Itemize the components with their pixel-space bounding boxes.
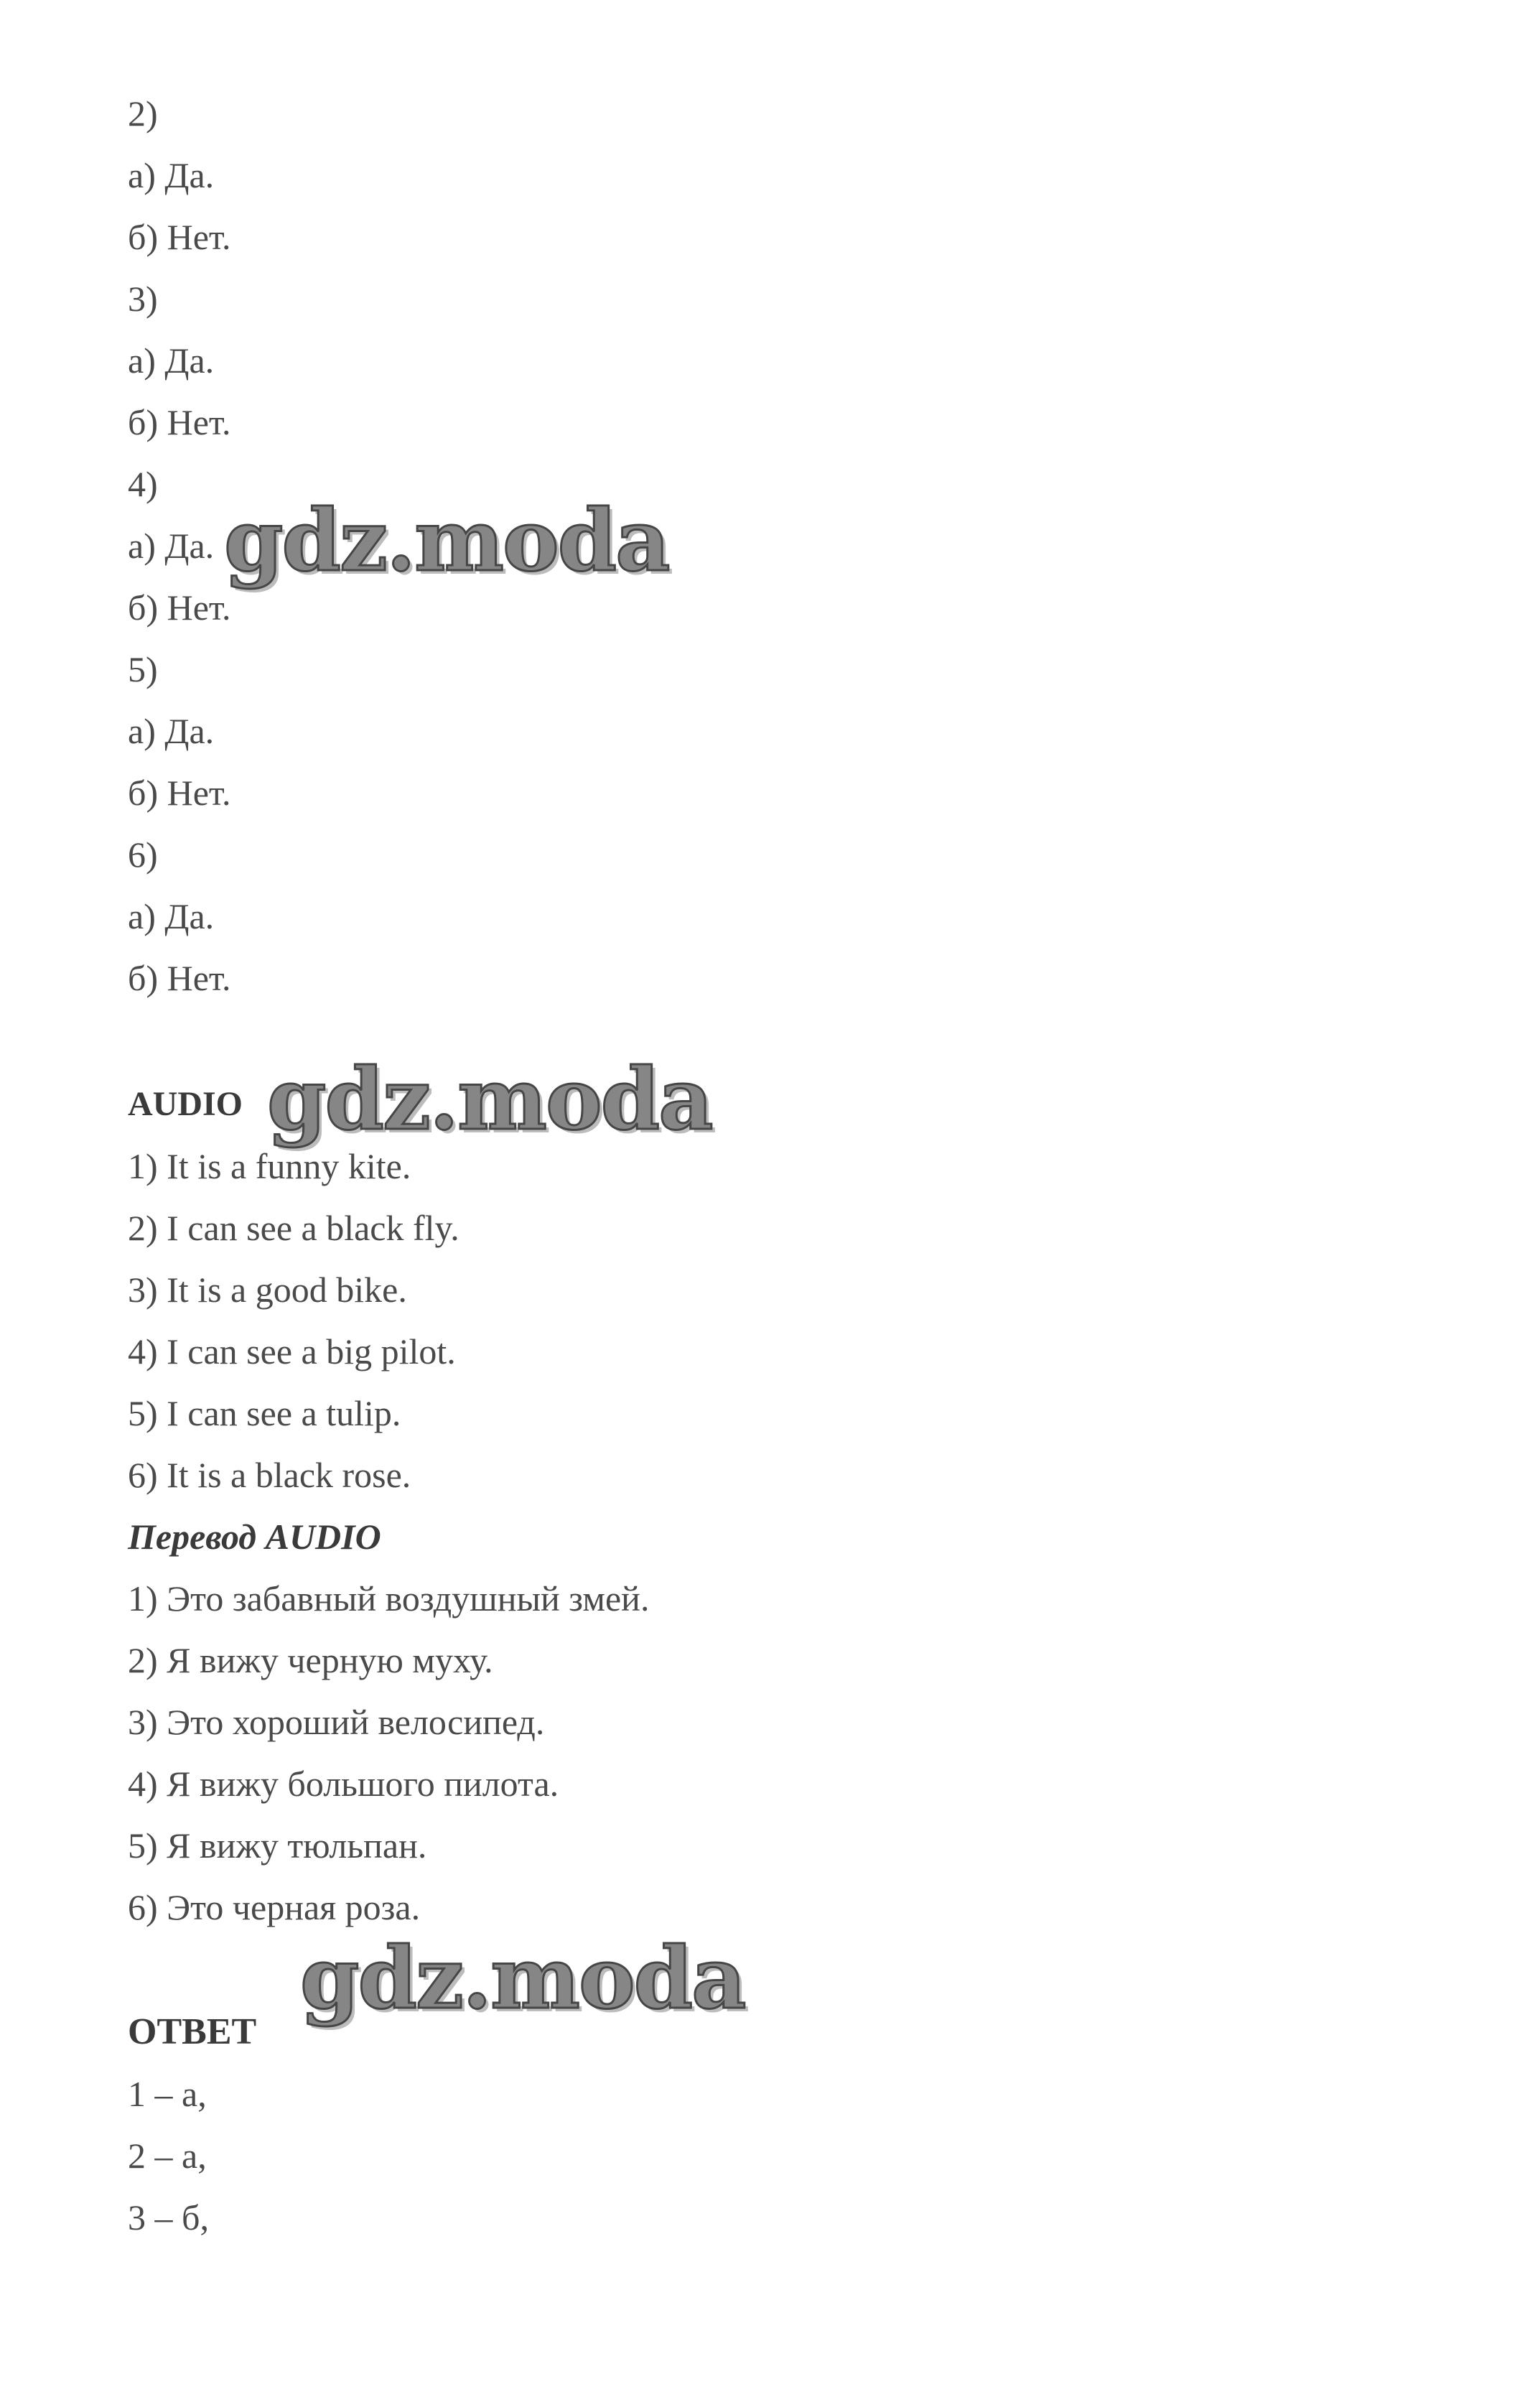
question-number: 4) — [128, 464, 158, 504]
option-b: б) Нет. — [128, 402, 231, 442]
watermark-logo: gdz.moda — [267, 1049, 712, 1149]
answer-line: 1 – а, — [128, 2074, 207, 2114]
question-number: 3) — [128, 279, 158, 319]
translation-line: 4) Я вижу большого пилота. — [128, 1764, 559, 1804]
option-a: а) Да. — [128, 526, 215, 566]
option-b: б) Нет. — [128, 958, 231, 998]
option-a: а) Да. — [128, 896, 215, 936]
option-a: а) Да. — [128, 340, 215, 381]
watermark-logo: gdz.moda — [224, 490, 669, 590]
watermark-logo: gdz.moda — [300, 1928, 745, 2028]
question-number: 2) — [128, 93, 158, 134]
translation-line: 1) Это забавный воздушный змей. — [128, 1578, 650, 1619]
audio-heading: AUDIO — [128, 1085, 243, 1123]
translation-line: 2) Я вижу черную муху. — [128, 1640, 493, 1680]
option-b: б) Нет. — [128, 773, 231, 813]
translation-heading: Перевод AUDIO — [128, 1517, 381, 1557]
answer-line: 3 – б, — [128, 2197, 209, 2238]
audio-line: 6) It is a black rose. — [128, 1455, 411, 1495]
audio-line: 5) I can see a tulip. — [128, 1393, 401, 1433]
question-number: 5) — [128, 649, 158, 689]
option-b: б) Нет. — [128, 217, 231, 257]
option-a: а) Да. — [128, 711, 215, 751]
translation-line: 5) Я вижу тюльпан. — [128, 1825, 427, 1866]
option-b: б) Нет. — [128, 587, 231, 628]
audio-line: 1) It is a funny kite. — [128, 1146, 411, 1186]
audio-line: 3) It is a good bike. — [128, 1270, 407, 1310]
translation-line: 6) Это черная роза. — [128, 1887, 421, 1927]
audio-line: 4) I can see a big pilot. — [128, 1331, 456, 1372]
question-number: 6) — [128, 834, 158, 875]
translation-line: 3) Это хороший велосипед. — [128, 1702, 545, 1742]
answer-line: 2 – а, — [128, 2136, 207, 2176]
option-a: а) Да. — [128, 155, 215, 195]
audio-line: 2) I can see a black fly. — [128, 1208, 459, 1248]
answer-heading: ОТВЕТ — [128, 2011, 257, 2052]
